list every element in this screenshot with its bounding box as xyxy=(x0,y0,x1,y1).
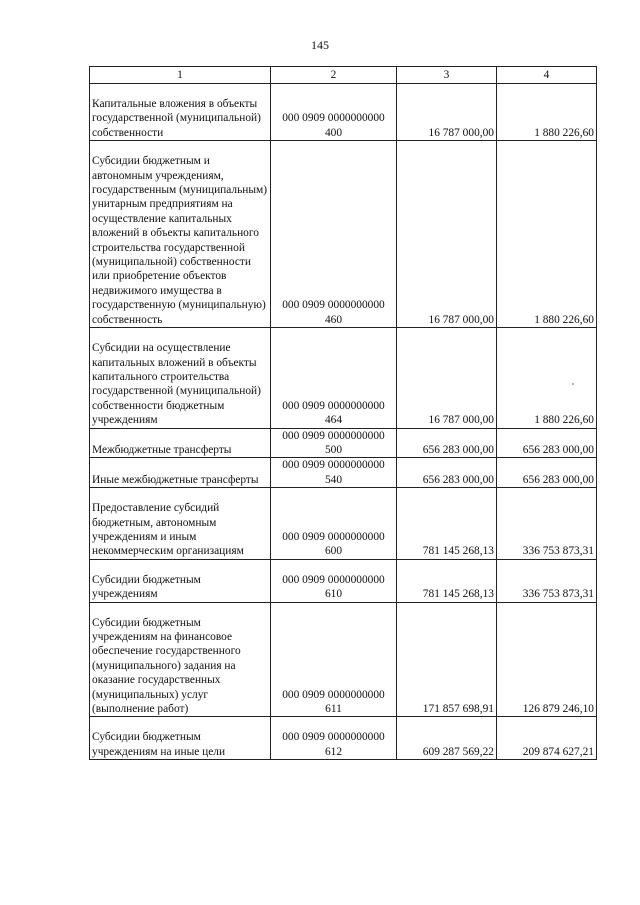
row-code: 000 0909 0000000000 464 xyxy=(271,328,397,428)
budget-table xyxy=(89,66,597,760)
scan-speck xyxy=(572,383,574,385)
row-value-col3: 781 145 268,13 xyxy=(397,559,497,602)
row-code: 000 0909 0000000000 460 xyxy=(271,141,397,328)
row-value-col4: 209 874 627,21 xyxy=(497,717,597,760)
row-value-col4: 126 879 246,10 xyxy=(497,602,597,717)
table-row xyxy=(90,717,597,760)
row-value-col3: 16 787 000,00 xyxy=(397,328,497,428)
column-header-4: 4 xyxy=(497,67,597,84)
row-name: Субсидии бюджетным учреждениям на финансовое обеспечение государственного (муниципального) задания на оказание государственных (муниципальных) услуг (выполнение работ) xyxy=(90,602,271,717)
row-name: Субсидии бюджетным учреждениям xyxy=(90,559,271,602)
row-name: Субсидии бюджетным учреждениям на иные цели xyxy=(90,717,271,760)
row-value-col3: 16 787 000,00 xyxy=(397,84,497,141)
row-code: 000 0909 0000000000 540 xyxy=(271,458,397,488)
table-row xyxy=(90,428,597,458)
row-value-col4: 656 283 000,00 xyxy=(497,428,597,458)
row-code: 000 0909 0000000000 600 xyxy=(271,488,397,560)
row-value-col3: 656 283 000,00 xyxy=(397,428,497,458)
row-name: Субсидии на осуществление капитальных вложений в объекты капитального строительства государственной (муниципальной) собственности бюджетным учреждениям xyxy=(90,328,271,428)
row-value-col3: 656 283 000,00 xyxy=(397,458,497,488)
table-row xyxy=(90,328,597,428)
table-row xyxy=(90,84,597,141)
row-code: 000 0909 0000000000 612 xyxy=(271,717,397,760)
table-row xyxy=(90,559,597,602)
row-value-col4: 656 283 000,00 xyxy=(497,458,597,488)
row-code: 000 0909 0000000000 611 xyxy=(271,602,397,717)
column-header-3: 3 xyxy=(397,67,497,84)
row-value-col3: 16 787 000,00 xyxy=(397,141,497,328)
row-code: 000 0909 0000000000 400 xyxy=(271,84,397,141)
table-row xyxy=(90,141,597,328)
row-value-col4: 1 880 226,60 xyxy=(497,328,597,428)
row-value-col3: 609 287 569,22 xyxy=(397,717,497,760)
row-value-col3: 171 857 698,91 xyxy=(397,602,497,717)
row-name: Предоставление субсидий бюджетным, автономным учреждениям и иным некоммерческим организациям xyxy=(90,488,271,560)
page-number: 145 xyxy=(311,38,329,52)
row-value-col4: 336 753 873,31 xyxy=(497,488,597,560)
table-row xyxy=(90,458,597,488)
row-name: Капитальные вложения в объекты государственной (муниципальной) собственности xyxy=(90,84,271,141)
column-header-1: 1 xyxy=(90,67,271,84)
row-value-col4: 336 753 873,31 xyxy=(497,559,597,602)
row-code: 000 0909 0000000000 500 xyxy=(271,428,397,458)
row-name: Межбюджетные трансферты xyxy=(90,428,271,458)
table-header-row xyxy=(90,67,597,84)
table-row xyxy=(90,488,597,560)
row-code: 000 0909 0000000000 610 xyxy=(271,559,397,602)
row-value-col3: 781 145 268,13 xyxy=(397,488,497,560)
table-row xyxy=(90,602,597,717)
row-value-col4: 1 880 226,60 xyxy=(497,141,597,328)
row-name: Субсидии бюджетным и автономным учреждениям, государственным (муниципальным) унитарным предприятиям на осуществление капитальных вложений в объекты капитального строительства государственной (муниципальной) собственности или приобретение объектов недвижимого имущества в государственную (муниципальную) собственность xyxy=(90,141,271,328)
row-value-col4: 1 880 226,60 xyxy=(497,84,597,141)
column-header-2: 2 xyxy=(271,67,397,84)
row-name: Иные межбюджетные трансферты xyxy=(90,458,271,488)
